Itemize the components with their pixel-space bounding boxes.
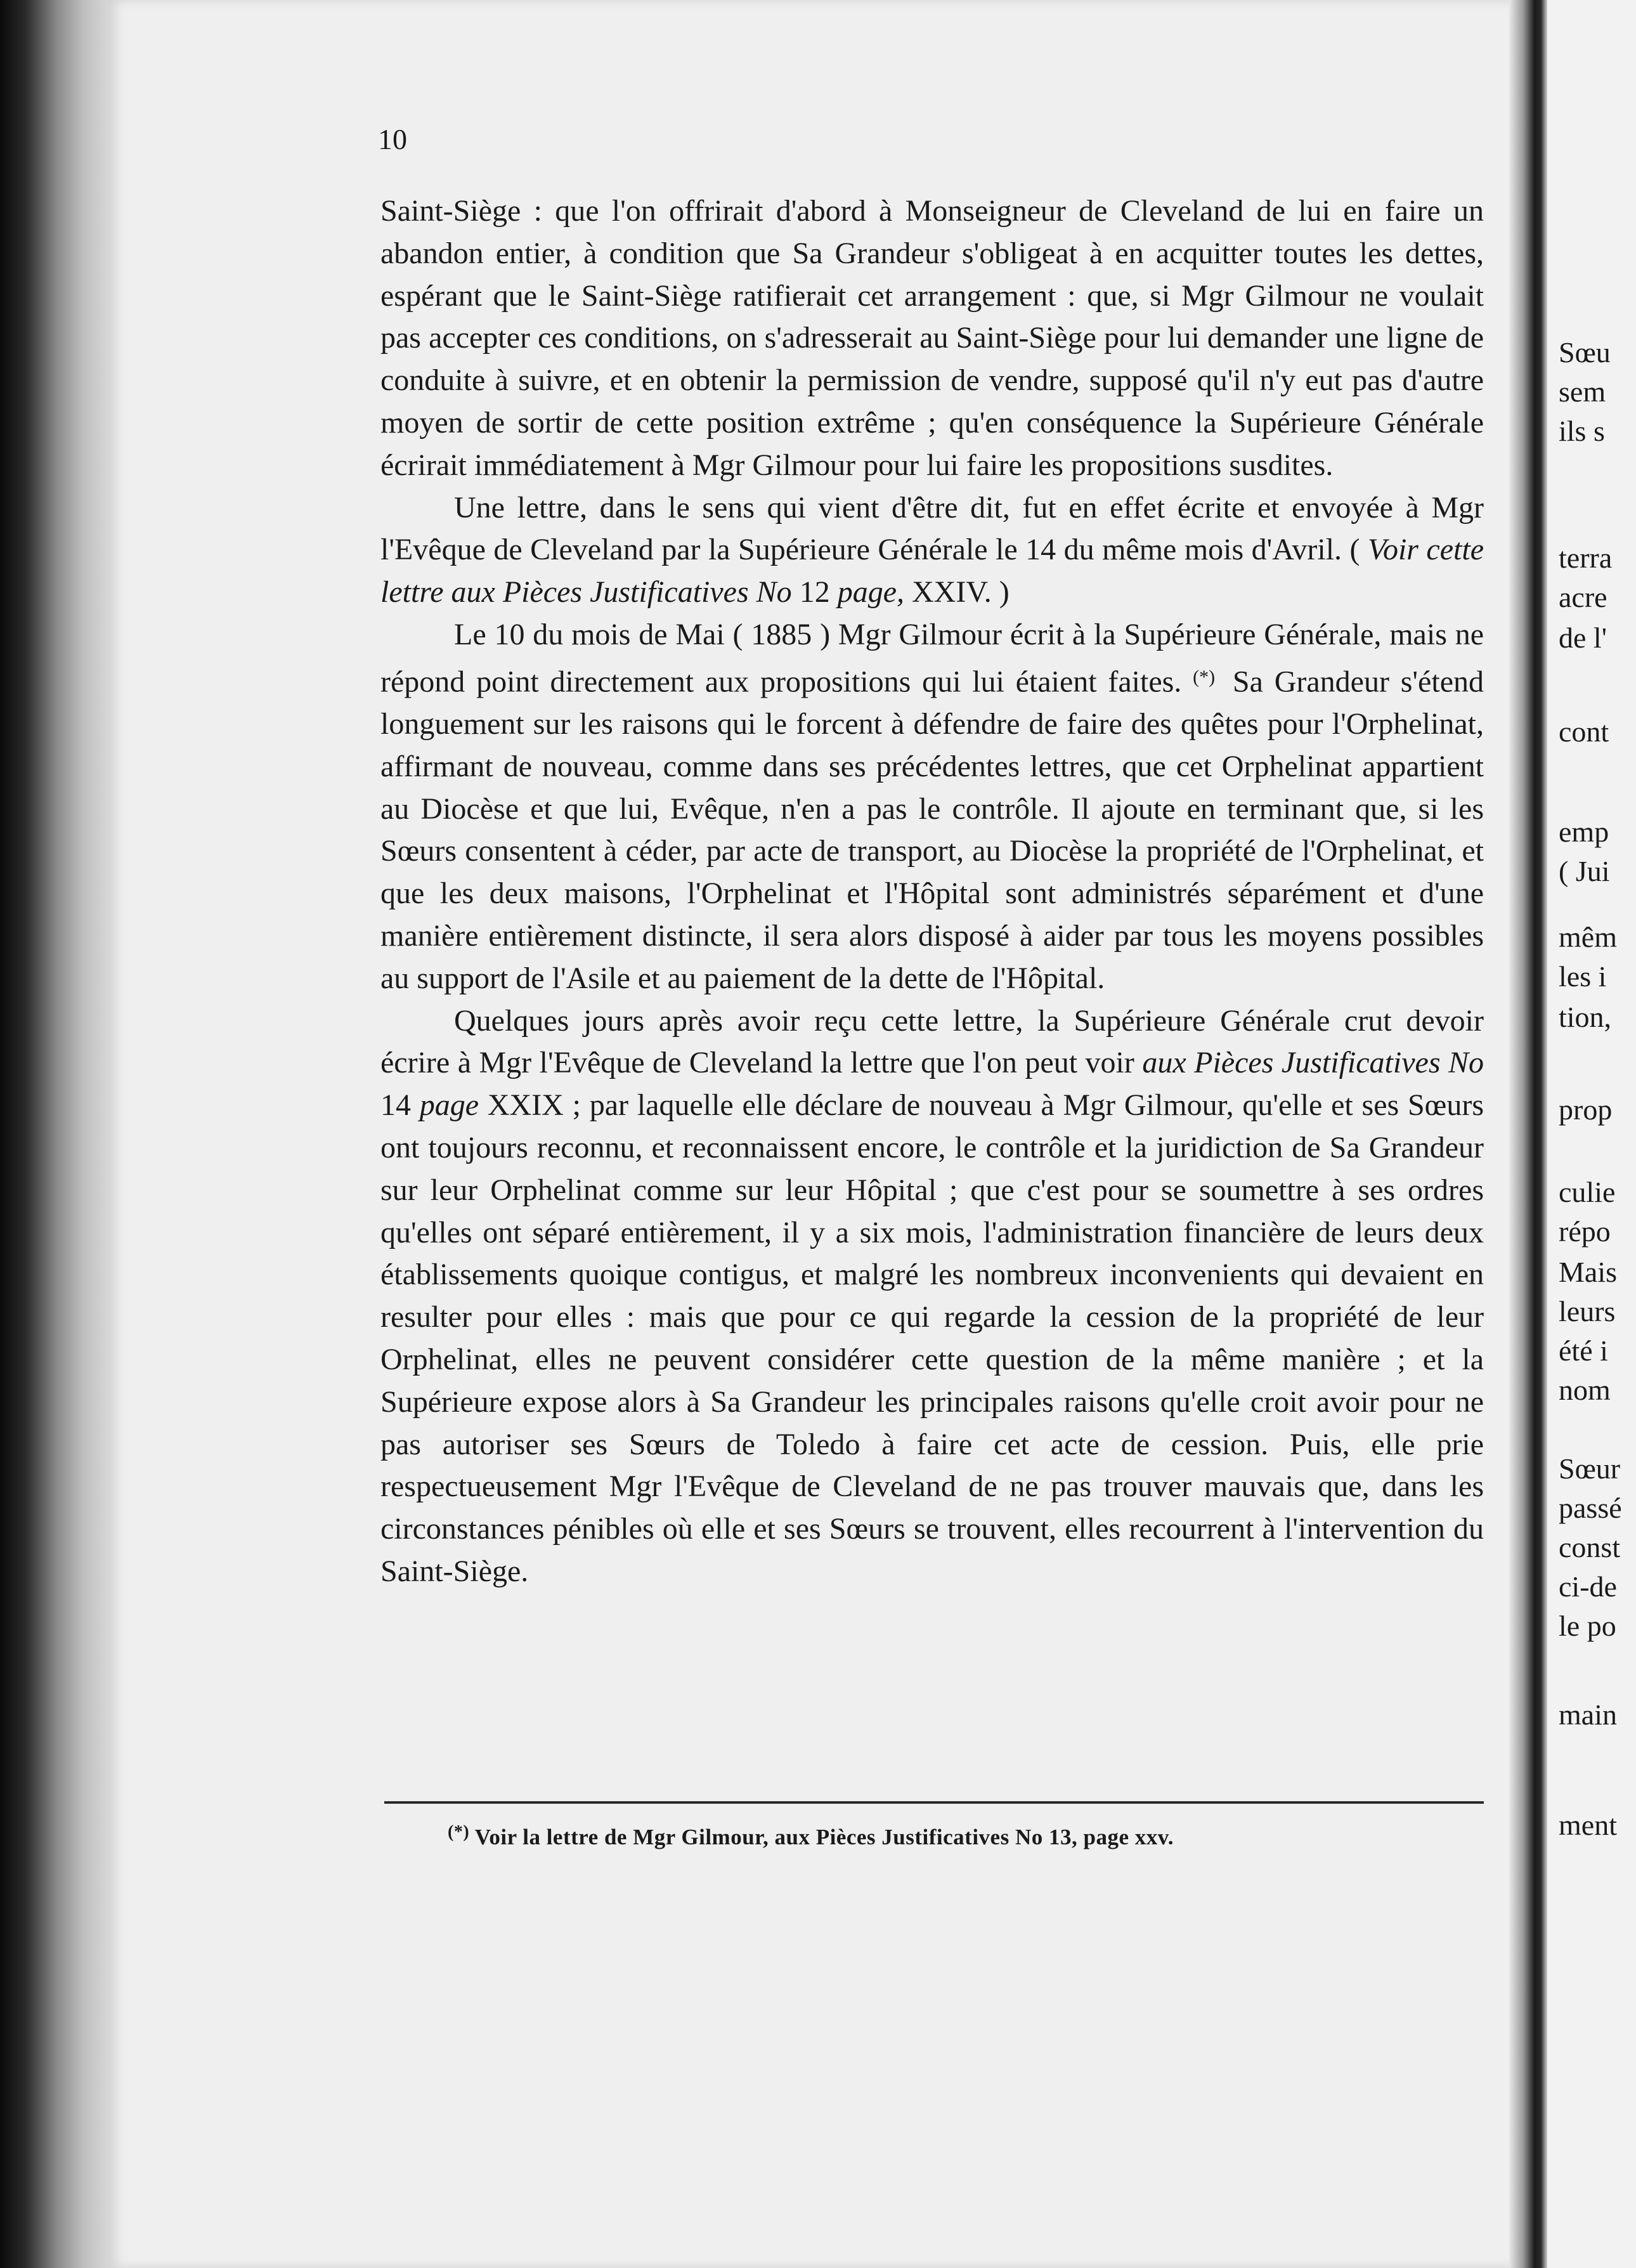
paragraph-text: XXIV. ) (904, 575, 1010, 609)
facing-page-line: nom (1559, 1374, 1611, 1406)
facing-page-line: tion, (1559, 1001, 1612, 1033)
paragraph-text: Saint-Siège : que l'on offrirait d'abord à Monseigneur de Cleveland de lui en faire un abandon entier, à condition que Sa Grandeur s'obligeat à en acquitter toutes les dettes, espérant que le Saint-Siège ratifierait cet arrangement : que, si Mgr Gilmour ne voulait pas accepter ces conditions, on s'adresserait au Saint-Siège pour lui demander une ligne de conduite à suivre, et en obtenir la permission de vendre, supposé qu'il n'y eut pas d'autre moyen de sortir de cette position extrême ; qu'en conséquence la Supérieure Générale écrirait immédiatement à Mgr Gilmour pour lui faire les propositions susdites. (380, 194, 1484, 482)
reference-italic: aux Pièces Justificatives No (1142, 1046, 1484, 1080)
facing-page-line: acre (1559, 581, 1607, 613)
facing-page-line: ment (1559, 1809, 1617, 1841)
reference-number: 12 (791, 575, 838, 609)
facing-page-line: main (1559, 1698, 1617, 1731)
facing-page-line: culie (1559, 1176, 1616, 1208)
book-binding-edge (0, 0, 114, 2268)
page-number: 10 (378, 123, 407, 155)
facing-page-line: passé (1559, 1492, 1622, 1524)
reference-italic: Voir cette lettre aux Pièces Justificatives No (380, 533, 1484, 609)
footnote-text: Voir la lettre de Mgr Gilmour, aux Pièces Justificatives No 13, page xxv. (474, 1825, 1174, 1850)
paragraph (380, 1000, 1484, 1593)
footnote-marker: (*) (1193, 666, 1216, 688)
facing-page (1547, 0, 1636, 2268)
body-text (380, 190, 1484, 1593)
page-fold-shadow (1509, 0, 1547, 2268)
footnote-rule (384, 1801, 1484, 1804)
facing-page-line: leurs (1559, 1295, 1616, 1327)
paragraph-text: Le 10 du mois de Mai ( 1885 ) Mgr Gilmour écrit à la Supérieure Générale, mais ne répond point directement aux propositions qui lui étaient faites. (380, 617, 1484, 699)
facing-page-line: emp (1559, 816, 1609, 848)
paragraph (380, 487, 1484, 614)
paragraph-text: Quelques jours après avoir reçu cette lettre, la Supérieure Générale crut devoir écrire à Mgr l'Evêque de Cleveland la lettre que l'on peut voir (380, 1003, 1484, 1080)
facing-page-line: Mais (1559, 1256, 1617, 1288)
facing-page-line: ci-de (1559, 1570, 1617, 1603)
facing-page-line: const (1559, 1531, 1621, 1563)
paragraph-text: Une lettre, dans le sens qui vient d'être dit, fut en effet écrite et envoyée à Mgr l'Evêque de Cleveland par la Supérieure Générale le 14 du même mois d'Avril. ( (380, 490, 1484, 567)
facing-page-line: prop (1559, 1093, 1613, 1126)
facing-page-line: Sœu (1559, 336, 1611, 368)
facing-page-line: répo (1559, 1215, 1611, 1248)
reference-italic: page, (837, 575, 904, 609)
facing-page-line: le po (1559, 1610, 1616, 1642)
facing-page-line: les i (1559, 960, 1607, 993)
footnote-marker: (*) (448, 1822, 470, 1842)
facing-page-line: cont (1559, 715, 1609, 748)
facing-page-line: de l' (1559, 622, 1607, 654)
reference-number: 14 (380, 1088, 420, 1123)
paragraph-text: Sa Grandeur s'étend longuement sur les raisons qui le forcent à défendre de faire des quêtes pour l'Orphelinat, affirmant de nouveau, comme dans ses précédentes lettres, que cet Orphelinat appartient au Diocèse et que lui, Evêque, n'en a pas le contrôle. Il ajoute en terminant que, si les Sœurs consentent à céder, par acte de transport, au Diocèse la propriété de l'Orphelinat, et que les deux maisons, l'Orphelinat et l'Hôpital sont administrés séparément et d'une manière entièrement distincte, il sera alors disposé à aider par tous les moyens possibles au support de l'Asile et au paiement de la dette de l'Hôpital. (380, 665, 1484, 995)
facing-page-line: Sœur (1559, 1452, 1621, 1485)
paragraph (380, 190, 1484, 487)
facing-page-line: été i (1559, 1334, 1608, 1367)
reference-italic: page (419, 1088, 479, 1123)
facing-page-line: mêm (1559, 921, 1617, 953)
facing-page-line: ( Jui (1559, 855, 1610, 887)
footnote (448, 1818, 1174, 1852)
facing-page-line: ils s (1559, 415, 1605, 447)
paragraph-text: XXIX ; par laquelle elle déclare de nouveau à Mgr Gilmour, qu'elle et ses Sœurs ont toujours reconnu, et reconnaissent encore, le contrôle et la juridiction de Sa Grandeur sur leur Orphelinat comme sur leur Hôpital ; que c'est pour se soumettre à ses ordres qu'elles ont séparé entièrement, il y a six mois, l'administration financière de leurs deux établissements quoique contigus, et malgré les nombreux inconvenients qui devaient en resulter pour elles : mais que pour ce qui regarde la cession de la propriété de leur Orphelinat, elles ne peuvent considérer cette question de la même manière ; et la Supérieure expose alors à Sa Grandeur les principales raisons qu'elle croit avoir pour ne pas autoriser ses Sœurs de Toledo à faire cet acte de cession. Puis, elle prie respectueusement Mgr l'Evêque de Cleveland de ne pas trouver mauvais que, dans les circonstances pénibles où elle et ses Sœurs se trouvent, elles recourrent à l'intervention du Saint-Siège. (380, 1088, 1484, 1588)
facing-page-line: sem (1559, 375, 1606, 408)
paragraph (380, 614, 1484, 1000)
facing-page-line: terra (1559, 542, 1613, 574)
